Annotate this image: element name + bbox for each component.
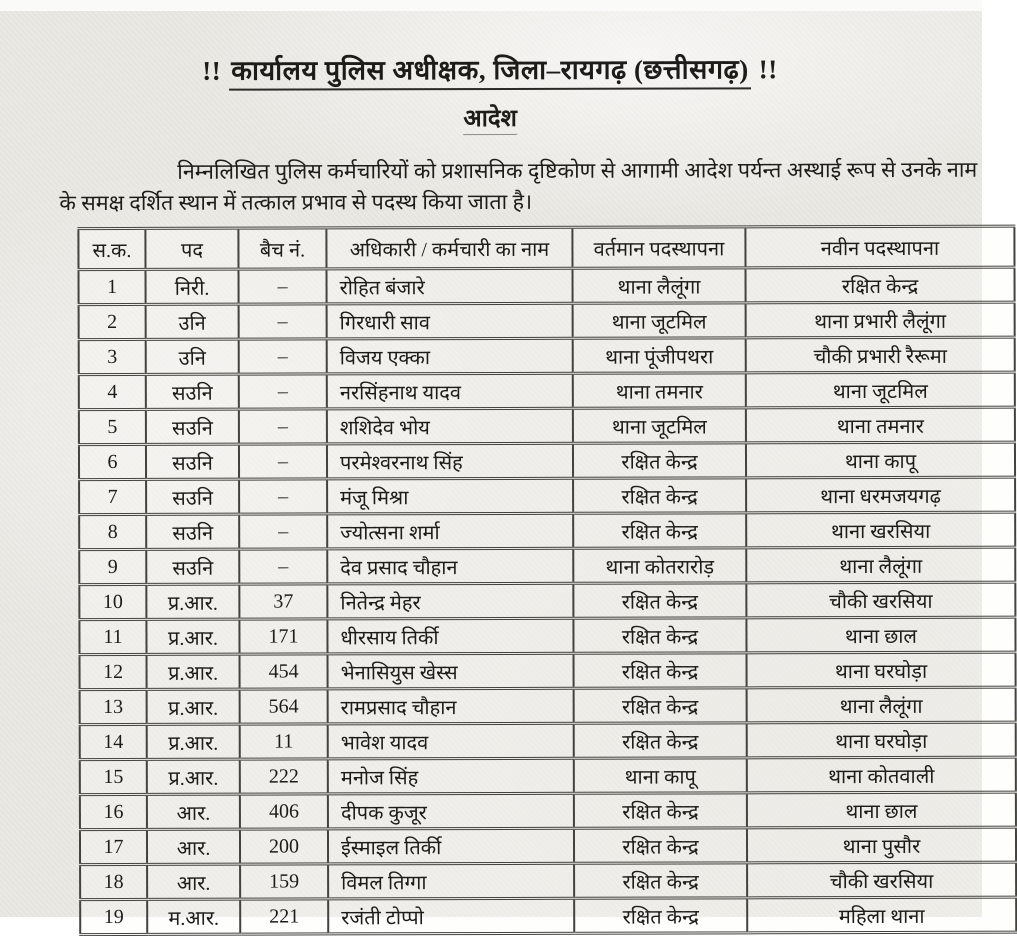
cell-serial-number: 4 xyxy=(79,374,146,409)
cell-current-posting: रक्षित केन्द्र xyxy=(573,478,746,513)
cell-post: निरी. xyxy=(146,269,239,304)
cell-name: ज्योत्सना शर्मा xyxy=(327,513,573,549)
cell-serial-number: 18 xyxy=(80,864,147,899)
table-row xyxy=(80,652,1016,689)
header-current-posting: वर्तमान पदस्थापना xyxy=(572,227,745,268)
cell-batch-number: – xyxy=(239,479,327,514)
cell-serial-number: 10 xyxy=(79,584,146,619)
cell-post: आर. xyxy=(147,829,240,864)
cell-new-posting: थाना छाल xyxy=(746,617,1015,653)
cell-batch-number: – xyxy=(239,304,327,339)
table-row xyxy=(80,897,1016,934)
cell-serial-number: 13 xyxy=(80,689,147,724)
table-row xyxy=(80,827,1016,864)
cell-serial-number: 16 xyxy=(80,794,147,829)
table-row xyxy=(80,792,1016,829)
cell-batch-number: – xyxy=(239,269,327,304)
cell-name: रजंती टोप्पो xyxy=(328,898,574,934)
cell-serial-number: 7 xyxy=(79,479,146,514)
cell-current-posting: थाना जूटमिल xyxy=(573,303,746,338)
title-suffix: !! xyxy=(758,54,778,85)
table-row xyxy=(79,582,1015,619)
cell-serial-number: 1 xyxy=(79,269,146,304)
table-row xyxy=(80,722,1016,759)
order-table-body xyxy=(79,267,1017,934)
cell-current-posting: रक्षित केन्द्र xyxy=(574,653,747,688)
cell-batch-number: 37 xyxy=(239,584,327,619)
cell-new-posting: थाना प्रभारी लैलूंगा xyxy=(746,302,1015,338)
cell-current-posting: रक्षित केन्द्र xyxy=(574,828,747,863)
cell-current-posting: थाना कोतरारोड़ xyxy=(573,548,746,583)
cell-batch-number: 11 xyxy=(240,724,328,759)
cell-current-posting: रक्षित केन्द्र xyxy=(573,443,746,478)
cell-current-posting: रक्षित केन्द्र xyxy=(574,863,747,898)
table-row xyxy=(79,477,1015,514)
table-row xyxy=(79,617,1015,654)
table-row xyxy=(80,687,1016,724)
cell-new-posting: थाना कोतवाली xyxy=(747,757,1016,793)
cell-name: विमल तिग्गा xyxy=(328,863,574,899)
cell-current-posting: थाना लैलूंगा xyxy=(573,268,746,303)
cell-serial-number: 12 xyxy=(80,654,147,689)
subtitle-text: आदेश xyxy=(463,106,517,135)
cell-current-posting: रक्षित केन्द्र xyxy=(573,618,746,653)
cell-post: प्र.आर. xyxy=(147,689,240,724)
cell-name: ईस्माइल तिर्की xyxy=(328,828,574,864)
header-batch-number: बैच नं. xyxy=(238,228,326,269)
cell-new-posting: थाना छाल xyxy=(747,792,1016,828)
cell-batch-number: 171 xyxy=(239,619,327,654)
cell-serial-number: 17 xyxy=(80,829,147,864)
cell-name: रामप्रसाद चौहान xyxy=(328,688,574,724)
cell-post: सउनि xyxy=(146,374,239,409)
cell-post: प्र.आर. xyxy=(146,584,239,619)
cell-new-posting: महिला थाना xyxy=(747,897,1016,933)
cell-batch-number: 406 xyxy=(240,794,328,829)
cell-name: विजय एक्का xyxy=(327,338,573,374)
cell-batch-number: 200 xyxy=(240,829,328,864)
cell-batch-number: – xyxy=(239,409,327,444)
cell-new-posting: चौकी खरसिया xyxy=(747,862,1016,898)
cell-current-posting: थाना तमनार xyxy=(573,373,746,408)
cell-name: नितेन्द्र मेहर xyxy=(327,583,573,619)
cell-post: सउनि xyxy=(146,444,239,479)
document-title xyxy=(0,49,981,89)
cell-batch-number: 454 xyxy=(240,654,328,689)
cell-new-posting: थाना पुसौर xyxy=(747,827,1016,863)
table-header-row xyxy=(78,226,1014,269)
title-text: कार्यालय पुलिस अधीक्षक, जिला–रायगढ़ (छत्तीसगढ़) xyxy=(229,54,751,90)
cell-serial-number: 11 xyxy=(79,619,146,654)
table-row xyxy=(79,267,1015,304)
cell-batch-number: – xyxy=(239,549,327,584)
cell-current-posting: रक्षित केन्द्र xyxy=(574,793,747,828)
cell-serial-number: 6 xyxy=(79,444,146,479)
cell-batch-number: – xyxy=(239,374,327,409)
cell-post: प्र.आर. xyxy=(146,619,239,654)
header-new-posting: नवीन पदस्थापना xyxy=(745,226,1014,268)
cell-batch-number: 221 xyxy=(240,899,328,934)
cell-serial-number: 14 xyxy=(80,724,147,759)
cell-post: म.आर. xyxy=(147,899,240,934)
cell-new-posting: थाना खरसिया xyxy=(746,512,1015,548)
cell-current-posting: थाना पूंजीपथरा xyxy=(573,338,746,373)
cell-new-posting: थाना कापू xyxy=(746,442,1015,478)
cell-name: रोहित बंजारे xyxy=(327,268,573,304)
cell-post: सउनि xyxy=(146,549,239,584)
cell-new-posting: थाना घरघोड़ा xyxy=(747,722,1016,758)
header-name: अधिकारी / कर्मचारी का नाम xyxy=(326,227,572,269)
cell-serial-number: 2 xyxy=(79,304,146,339)
cell-new-posting: थाना लैलूंगा xyxy=(746,547,1015,583)
cell-serial-number: 15 xyxy=(80,759,147,794)
cell-batch-number: – xyxy=(239,339,327,374)
cell-serial-number: 9 xyxy=(79,549,146,584)
table-head xyxy=(78,226,1014,269)
cell-serial-number: 8 xyxy=(79,514,146,549)
title-prefix: !! xyxy=(202,55,222,86)
intro-paragraph: निम्नलिखित पुलिस कर्मचारियों को प्रशासनिक दृष्टिकोण से आगामी आदेश पर्यन्त अस्थाई रूप से उनके नाम के समक्ष दर्शित स्थान में तत्काल प्रभाव से पदस्थ किया जाता है। xyxy=(59,157,978,216)
header-post: पद xyxy=(145,228,238,269)
transfer-order-table xyxy=(77,225,1017,936)
cell-name: परमेश्वरनाथ सिंह xyxy=(327,443,573,479)
table-row xyxy=(79,337,1015,374)
cell-name: दीपक कुजूर xyxy=(328,793,574,829)
cell-new-posting: थाना लैलूंगा xyxy=(747,687,1016,723)
cell-batch-number: 159 xyxy=(240,864,328,899)
cell-current-posting: रक्षित केन्द्र xyxy=(573,583,746,618)
cell-post: प्र.आर. xyxy=(147,724,240,759)
table-row xyxy=(79,407,1015,444)
cell-new-posting: थाना धरमजयगढ़ xyxy=(746,477,1015,513)
cell-current-posting: रक्षित केन्द्र xyxy=(574,688,747,723)
table-row xyxy=(79,442,1015,479)
cell-current-posting: थाना जूटमिल xyxy=(573,408,746,443)
cell-current-posting: रक्षित केन्द्र xyxy=(573,513,746,548)
table-row xyxy=(79,547,1015,584)
cell-name: धीरसाय तिर्की xyxy=(327,618,573,654)
cell-post: उनि xyxy=(146,304,239,339)
cell-post: प्र.आर. xyxy=(147,654,240,689)
cell-name: नरसिंहनाथ यादव xyxy=(327,373,573,409)
document-subtitle xyxy=(0,100,981,136)
cell-current-posting: रक्षित केन्द्र xyxy=(574,898,747,933)
cell-batch-number: – xyxy=(239,514,327,549)
cell-name: मनोज सिंह xyxy=(328,758,574,794)
cell-name: गिरधारी साव xyxy=(327,303,573,339)
cell-new-posting: चौकी खरसिया xyxy=(746,582,1015,618)
table-row xyxy=(80,862,1016,899)
cell-post: उनि xyxy=(146,339,239,374)
cell-name: भावेश यादव xyxy=(328,723,574,759)
cell-name: देव प्रसाद चौहान xyxy=(327,548,573,584)
cell-current-posting: थाना कापू xyxy=(574,758,747,793)
table-row xyxy=(79,302,1015,339)
table-row xyxy=(79,372,1015,409)
cell-batch-number: – xyxy=(239,444,327,479)
cell-new-posting: रक्षित केन्द्र xyxy=(746,267,1015,303)
cell-post: सउनि xyxy=(146,514,239,549)
cell-batch-number: 222 xyxy=(240,759,328,794)
table-row xyxy=(80,757,1016,794)
cell-post: सउनि xyxy=(146,479,239,514)
cell-post: सउनि xyxy=(146,409,239,444)
cell-name: मंजू मिश्रा xyxy=(327,478,573,514)
cell-serial-number: 5 xyxy=(79,409,146,444)
cell-new-posting: थाना घरघोड़ा xyxy=(747,652,1016,688)
cell-new-posting: थाना जूटमिल xyxy=(746,372,1015,408)
table-row xyxy=(79,512,1015,549)
cell-post: आर. xyxy=(147,794,240,829)
cell-new-posting: थाना तमनार xyxy=(746,407,1015,443)
cell-post: प्र.आर. xyxy=(147,759,240,794)
cell-serial-number: 3 xyxy=(79,339,146,374)
cell-serial-number: 19 xyxy=(80,899,147,934)
header-serial-number: स.क. xyxy=(78,228,145,269)
cell-batch-number: 564 xyxy=(240,689,328,724)
cell-name: शशिदेव भोय xyxy=(327,408,573,444)
cell-new-posting: चौकी प्रभारी रैरूमा xyxy=(746,337,1015,373)
cell-post: आर. xyxy=(147,864,240,899)
cell-current-posting: रक्षित केन्द्र xyxy=(574,723,747,758)
cell-name: भेनासियुस खेस्स xyxy=(328,653,574,689)
